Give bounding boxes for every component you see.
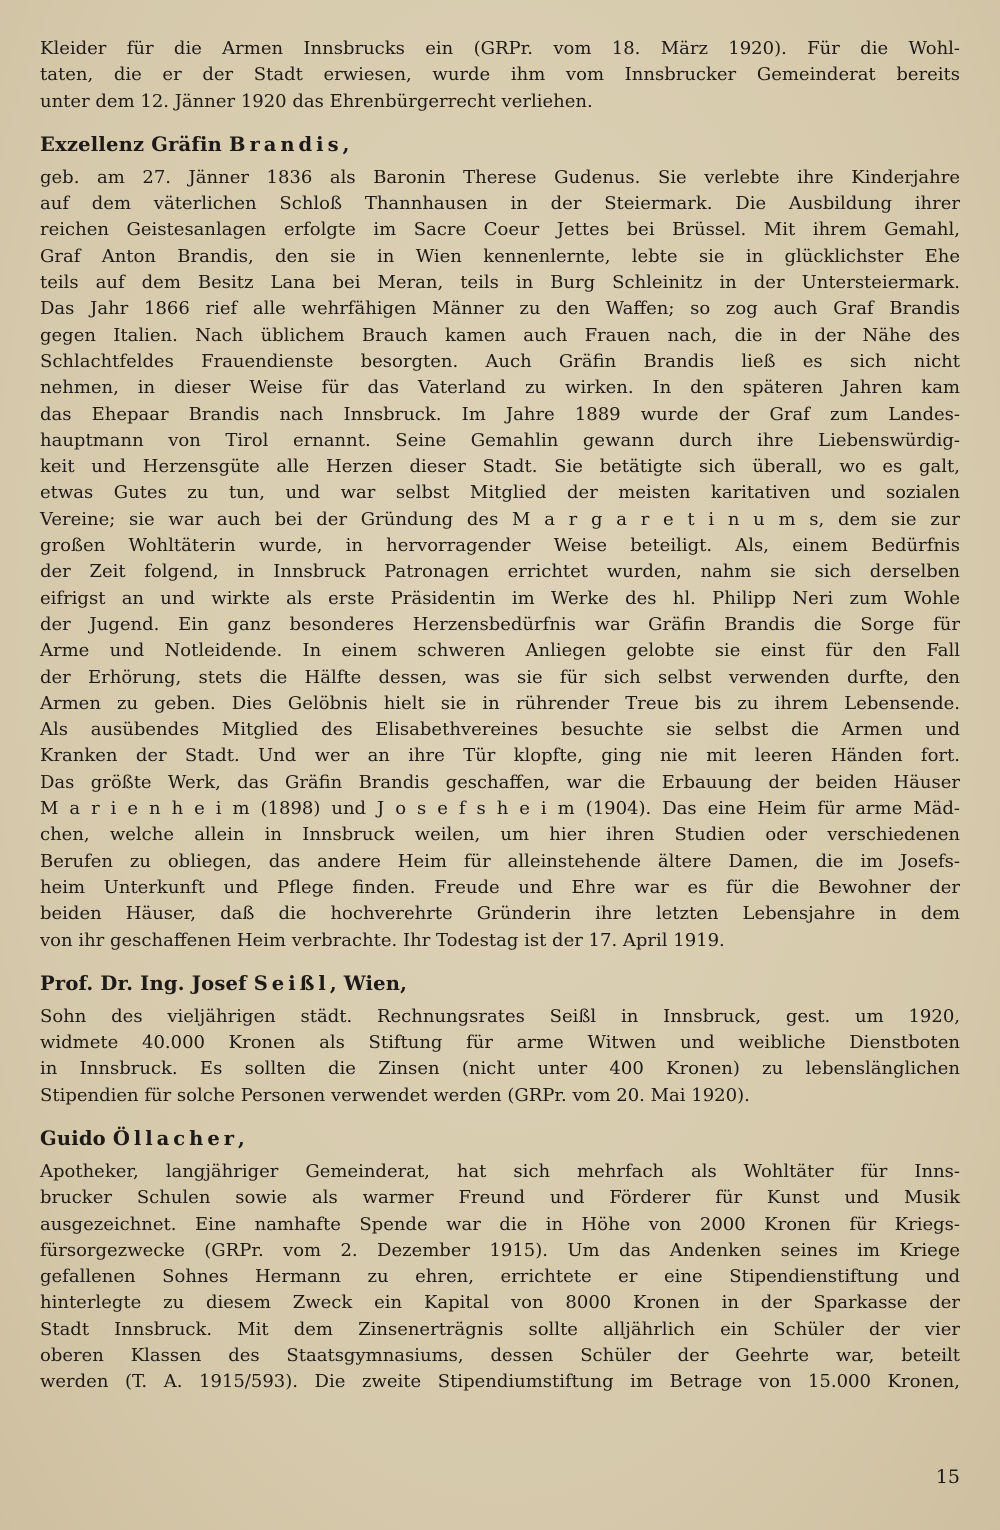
text-line: oberen Klassen des Staatsgymnasiums, dessen Schüler der Geehrte war, beteilt	[40, 1345, 960, 1367]
text-line: hinterlegte zu diesem Zweck ein Kapital von 8000 Kronen in der Sparkasse der	[40, 1292, 960, 1314]
text-line: chen, welche allein in Innsbruck weilen, um hier ihren Studien oder verschiedenen	[40, 824, 960, 846]
text-line: in Innsbruck. Es sollten die Zinsen (nicht unter 400 Kronen) zu lebenslänglichen	[40, 1058, 960, 1080]
text-line: Schlachtfeldes Frauendienste besorgten. Auch Gräfin Brandis ließ es sich nicht	[40, 350, 960, 372]
text-line: Das Jahr 1866 rief alle wehrfähigen Männer zu den Waffen; so zog auch Graf Brandis	[40, 298, 960, 320]
text-line: Graf Anton Brandis, den sie in Wien kennenlernte, lebte sie in glücklichster Ehe	[40, 245, 960, 267]
text-line: teils auf dem Besitz Lana bei Meran, teils in Burg Schleinitz in der Untersteiermark.	[40, 272, 960, 294]
text-line: Vereine; sie war auch bei der Gründung des M a r g a r e t i n u m s, dem sie zur	[40, 508, 960, 530]
text-line: beiden Häuser, daß die hochverehrte Gründerin ihre letzten Lebensjahre in dem	[40, 903, 960, 925]
text-line: heim Unterkunft und Pflege finden. Freude und Ehre war es für die Bewohner der	[40, 876, 960, 898]
text-line: etwas Gutes zu tun, und war selbst Mitglied der meisten karitativen und sozialen	[40, 482, 960, 504]
text-line: Arme und Notleidende. In einem schweren Anliegen gelobte sie einst für den Fall	[40, 640, 960, 662]
section-heading	[40, 970, 960, 998]
text-line: M a r i e n h e i m (1898) und J o s e f s h e i m (1904). Das eine Heim für arme Mäd-	[40, 798, 960, 820]
text-line: fürsorgezwecke (GRPr. vom 2. Dezember 1915). Um das Andenken seines im Kriege	[40, 1239, 960, 1261]
section-oellacher	[40, 1125, 960, 1396]
text-line: Apotheker, langjähriger Gemeinderat, hat sich mehrfach als Wohltäter für Inns-	[40, 1160, 960, 1182]
text-line: gefallenen Sohnes Hermann zu ehren, errichtete er eine Stipendienstiftung und	[40, 1266, 960, 1288]
text-line: Armen zu geben. Dies Gelöbnis hielt sie in rührender Treue bis zu ihrem Lebensende.	[40, 692, 960, 714]
text-line: gegen Italien. Nach üblichem Brauch kamen auch Frauen nach, die in der Nähe des	[40, 324, 960, 346]
heading-prefix: Prof. Dr. Ing. Josef	[40, 971, 254, 995]
text-line: ausgezeichnet. Eine namhafte Spende war die in Höhe von 2000 Kronen für Kriegs-	[40, 1213, 960, 1235]
text-line: das Ehepaar Brandis nach Innsbruck. Im Jahre 1889 wurde der Graf zum Landes-	[40, 403, 960, 425]
text-line: Stadt Innsbruck. Mit dem Zinsenerträgnis sollte alljährlich ein Schüler der vier	[40, 1318, 960, 1340]
text-line: der Erhörung, stets die Hälfte dessen, was sie für sich selbst verwenden durfte, den	[40, 666, 960, 688]
text-line: Kleider für die Armen Innsbrucks ein (GRPr. vom 18. März 1920). Für die Wohl-	[40, 38, 960, 59]
heading-suffix: ,	[238, 1126, 246, 1150]
heading-prefix: Guido	[40, 1126, 113, 1150]
text-line: nehmen, in dieser Weise für das Vaterland zu wirken. In den späteren Jahren kam	[40, 377, 960, 399]
heading-name: Seißl	[253, 971, 330, 995]
heading-suffix: ,	[342, 132, 350, 156]
text-line: auf dem väterlichen Schloß Thannhausen in der Steiermark. Die Ausbildung ihrer	[40, 193, 960, 215]
text-line: werden (T. A. 1915/593). Die zweite Stipendiumstiftung im Betrage von 15.000 Kronen,	[40, 1371, 960, 1393]
text-line: großen Wohltäterin wurde, in hervorragender Weise beteiligt. Als, einem Bedürfnis	[40, 535, 960, 557]
text-line: keit und Herzensgüte alle Herzen dieser Stadt. Sie betätigte sich überall, wo es galt,	[40, 456, 960, 478]
text-line: der Jugend. Ein ganz besonderes Herzensbedürfnis war Gräfin Brandis die Sorge für	[40, 613, 960, 635]
heading-suffix: , Wien,	[329, 971, 408, 995]
text-line: von ihr geschaffenen Heim verbrachte. Ihr Todestag ist der 17. April 1919.	[40, 929, 725, 951]
section-heading	[40, 1125, 960, 1153]
text-line: taten, die er der Stadt erwiesen, wurde ihm vom Innsbrucker Gemeinderat bereits	[40, 64, 960, 86]
page-number: 15	[935, 1466, 960, 1488]
text-line: der Zeit folgend, in Innsbruck Patronagen errichtet wurden, nahm sie sich derselben	[40, 561, 960, 583]
text-line: eifrigst an und wirkte als erste Präsidentin im Werke des hl. Philipp Neri zum Wohle	[40, 587, 960, 609]
text-line: reichen Geistesanlagen erfolgte im Sacre Coeur Jettes bei Brüssel. Mit ihrem Gemahl,	[40, 219, 960, 241]
heading-prefix: Exzellenz Gräfin	[40, 132, 229, 156]
text-line: Berufen zu obliegen, das andere Heim für alleinstehende ältere Damen, die im Josefs-	[40, 850, 960, 872]
text-line: unter dem 12. Jänner 1920 das Ehrenbürgerrecht verliehen.	[40, 90, 593, 112]
text-line: Als ausübendes Mitglied des Elisabethvereines besuchte sie selbst die Armen und	[40, 719, 960, 741]
text-line: Stipendien für solche Personen verwendet werden (GRPr. vom 20. Mai 1920).	[40, 1084, 750, 1106]
text-line: Das größte Werk, das Gräfin Brandis geschaffen, war die Erbauung der beiden Häuser	[40, 771, 960, 793]
text-line: brucker Schulen sowie als warmer Freund und Förderer für Kunst und Musik	[40, 1187, 960, 1209]
section-brandis	[40, 131, 960, 954]
text-line: Kranken der Stadt. Und wer an ihre Tür klopfte, ging nie mit leeren Händen fort.	[40, 745, 960, 767]
heading-name: Brandis	[228, 132, 343, 156]
text-line: widmete 40.000 Kronen als Stiftung für arme Witwen und weibliche Dienstboten	[40, 1032, 960, 1054]
section-heading	[40, 131, 960, 159]
section-body	[40, 1159, 960, 1396]
text-line: Sohn des vieljährigen städt. Rechnungsrates Seißl in Innsbruck, gest. um 1920,	[40, 1005, 960, 1027]
text-line: geb. am 27. Jänner 1836 als Baronin Therese Gudenus. Sie verlebte ihre Kinderjahre	[40, 166, 960, 188]
text-line: hauptmann von Tirol ernannt. Seine Gemahlin gewann durch ihre Liebenswürdig-	[40, 429, 960, 451]
section-seissl	[40, 970, 960, 1109]
heading-name: Öllacher	[112, 1126, 239, 1150]
section-body	[40, 1004, 960, 1109]
intro-paragraph	[40, 36, 960, 115]
section-body	[40, 165, 960, 954]
